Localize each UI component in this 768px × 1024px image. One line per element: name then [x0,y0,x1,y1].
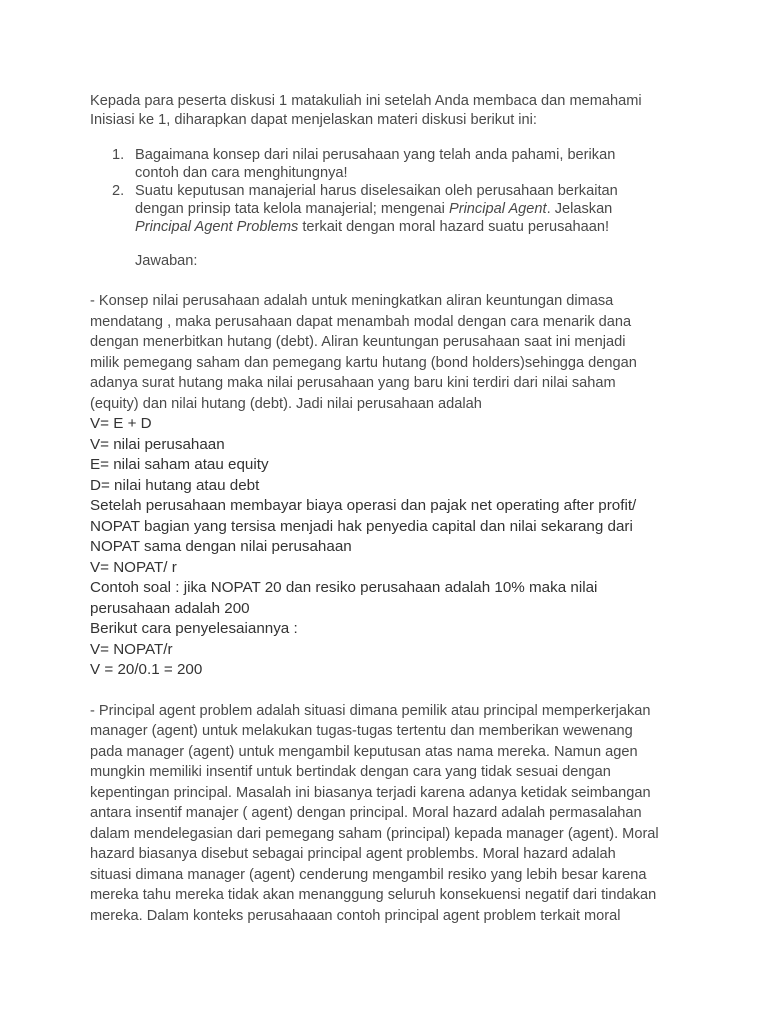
formula-line: Setelah perusahaan membayar biaya operasi dan pajak net operating after profit/ [90,497,637,514]
question-text: Suatu keputusan manajerial harus diselesaikan oleh perusahaan berkaitan [135,183,618,199]
answer-line: - Principal agent problem adalah situasi dimana pemilik atau principal memperkerjakan [90,702,651,719]
question-item [90,146,690,182]
answer-line: - Konsep nilai perusahaan adalah untuk meningkatkan aliran keuntungan dimasa [90,293,614,309]
question-text: dengan prinsip tata kelola manajerial; mengenai [135,201,449,217]
formula-line: V= NOPAT/r [90,640,173,658]
answer-line: antara insentif manajer ( agent) dengan principal. Moral hazard adalah permasalahan [90,805,642,821]
answer-one [90,291,690,681]
answer-line: hazard biasanya disebut sebagai principal agent problembs. Moral hazard adalah [90,846,616,862]
answer-heading: Jawaban: [135,253,198,269]
answer-line: manager (agent) untuk melakukan tugas-tugas tertentu dan memberikan wewenang [90,723,633,739]
question-text: terkait dengan moral hazard suatu perusahaan! [298,219,610,235]
answer-line: mungkin memiliki insentif untuk bertindak dengan cara yang tidak sesuai dengan [90,764,611,780]
answer-line: mendatang , maka perusahaan dapat menambah modal dengan cara menarik dana [90,313,632,330]
intro-paragraph [90,92,690,130]
question-emphasis: Principal Agent [448,201,547,217]
answer-line: (equity) dan nilai hutang (debt). Jadi nilai perusahaan adalah [90,395,482,412]
answer-line: dalam mendelegasian dari pemegang saham (principal) kepada manager (agent). Moral [90,825,659,842]
answer-line: dengan menerbitkan hutang (debt). Aliran keuntungan perusahaan saat ini menjadi [90,334,626,350]
formula-line: NOPAT bagian yang tersisa menjadi hak penyedia capital dan nilai sekarang dari [90,517,633,535]
formula-line: V= E + D [90,415,152,432]
answer-line: adanya surat hutang maka nilai perusahaan yang baru kini terdiri dari nilai saham [90,375,616,391]
formula-line: Contoh soal : jika NOPAT 20 dan resiko perusahaan adalah 10% maka nilai [90,579,598,596]
question-text: Bagaimana konsep dari nilai perusahaan yang telah anda pahami, berikan [135,147,616,163]
question-item [90,182,690,236]
answer-line: milik pemegang saham dan pemegang kartu hutang (bond holders)sehingga dengan [90,354,637,371]
formula-line: V= NOPAT/ r [90,558,177,576]
question-list [90,146,690,236]
document-page [90,92,690,926]
formula-line: E= nilai saham atau equity [90,456,269,473]
formula-line: V = 20/0.1 = 200 [90,661,203,678]
formula-line: NOPAT sama dengan nilai perusahaan [90,538,352,555]
formula-line: D= nilai hutang atau debt [90,476,260,494]
formula-line: Berikut cara penyelesaiannya : [90,620,298,637]
formula-line: perusahaan adalah 200 [90,599,250,617]
question-emphasis: Principal Agent Problems [135,219,299,235]
answer-line: kepentingan principal. Masalah ini biasanya terjadi karena adanya ketidak seimbangan [90,784,651,801]
paragraph-spacer [90,681,690,701]
formula-line: V= nilai perusahaan [90,435,225,453]
question-number: 2. [112,183,125,199]
question-number: 1. [112,147,125,163]
question-text: contoh dan cara menghitungnya! [135,165,348,181]
answer-line: situasi dimana manager (agent) cenderung mengambil resiko yang lebih besar karena [90,866,647,883]
answer-line: mereka tahu mereka tidak akan menanggung seluruh konsekuensi negatif dari tindakan [90,887,657,903]
answer-line: pada manager (agent) untuk mengambil keputusan atas nama mereka. Namun agen [90,743,638,760]
intro-line: Kepada para peserta diskusi 1 matakuliah ini setelah Anda membaca dan memahami [90,93,642,109]
question-text: . Jelaskan [546,201,613,217]
answer-line: mereka. Dalam konteks perusahaaan contoh principal agent problem terkait moral [90,907,621,924]
answer-two [90,701,690,927]
intro-line: Inisiasi ke 1, diharapkan dapat menjelaskan materi diskusi berikut ini: [90,112,537,128]
